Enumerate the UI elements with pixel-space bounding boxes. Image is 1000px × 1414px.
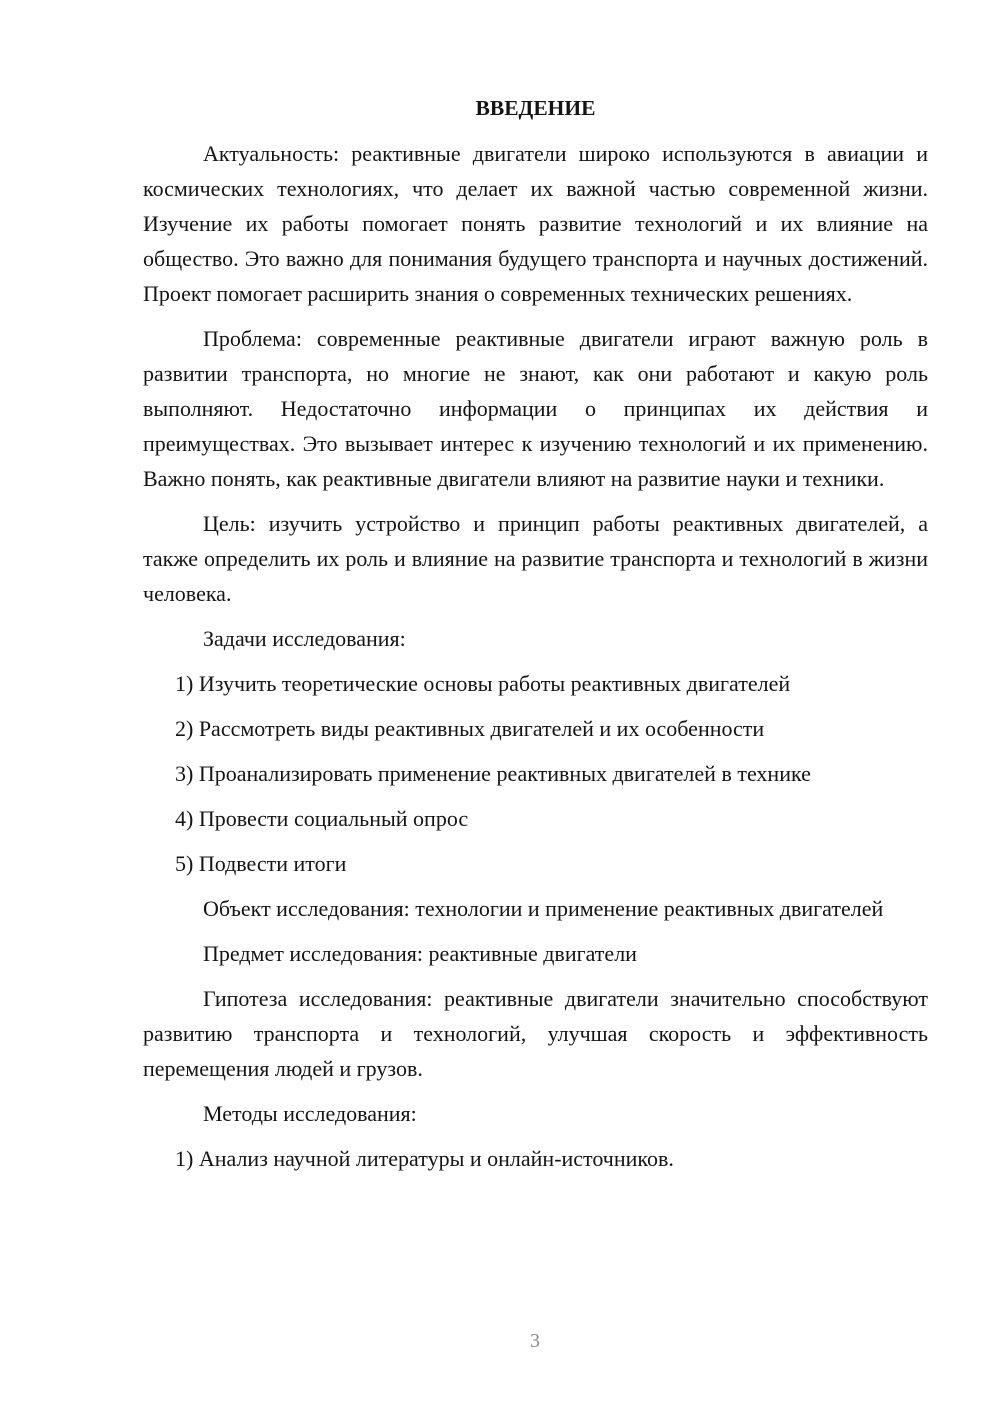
list-item: 2) Рассмотреть виды реактивных двигателей и их особенности (175, 716, 765, 741)
list-item: 4) Провести социальный опрос (175, 806, 469, 831)
methods-list (143, 1141, 928, 1176)
goal-paragraph: Цель: изучить устройство и принцип работы реактивных двигателей, а также определить их роль и влияние на развитие транспорта и технологий в жизни человека. (143, 511, 928, 606)
list-item: 1) Изучить теоретические основы работы реактивных двигателей (175, 671, 791, 696)
document-page (143, 88, 928, 1186)
methods-heading: Методы исследования: (203, 1101, 417, 1126)
page-number: 3 (530, 1330, 540, 1352)
object-paragraph: Объект исследования: технологии и применение реактивных двигателей (203, 896, 884, 921)
relevance-paragraph: Актуальность: реактивные двигатели широко используются в авиации и космических технологиях, что делает их важной частью современной жизни. Изучение их работы помогает понять развитие технологий и их влияние на общество. Это важно для понимания будущего транспорта и научных достижений. Проект помогает расширить знания о современных технических решениях. (143, 141, 928, 306)
subject-paragraph: Предмет исследования: реактивные двигатели (203, 941, 637, 966)
tasks-list (143, 666, 928, 881)
hypothesis-paragraph: Гипотеза исследования: реактивные двигатели значительно способствуют развитию транспорта и технологий, улучшая скорость и эффективность перемещения людей и грузов. (143, 986, 928, 1081)
list-item: 3) Проанализировать применение реактивных двигателей в технике (175, 761, 811, 786)
tasks-heading: Задачи исследования: (203, 626, 406, 651)
list-item: 5) Подвести итоги (175, 851, 347, 876)
problem-paragraph: Проблема: современные реактивные двигатели играют важную роль в развитии транспорта, но многие не знают, как они работают и какую роль выполняют. Недостаточно информации о принципах их действия и преимуществах. Это вызывает интерес к изучению технологий и их применению. Важно понять, как реактивные двигатели влияют на развитие науки и техники. (143, 326, 928, 491)
section-title: ВВЕДЕНИЕ (475, 96, 596, 120)
list-item: 1) Анализ научной литературы и онлайн-источников. (175, 1146, 674, 1171)
